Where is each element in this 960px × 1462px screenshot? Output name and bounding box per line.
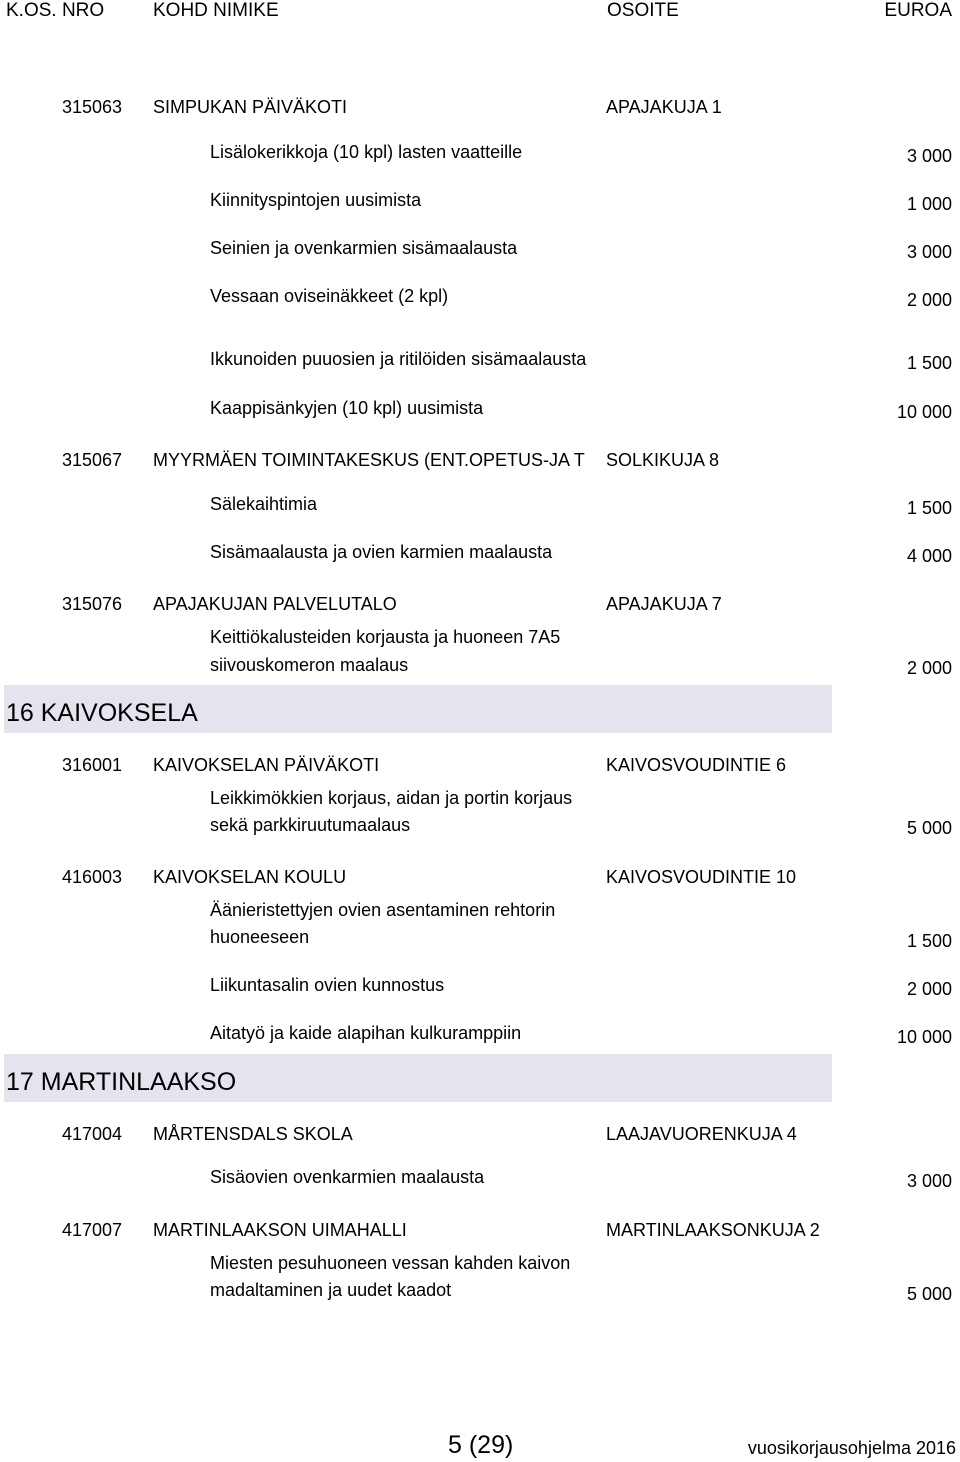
item-description-line2: huoneeseen — [210, 927, 310, 947]
item-description: Liikuntasalin ovien kunnostus — [210, 975, 445, 995]
group-address: LAAJAVUORENKUJA 4 — [606, 1124, 797, 1144]
group-nro: 315076 — [62, 594, 123, 614]
header-col-name: KOHD NIMIKE — [153, 0, 279, 21]
group-nro: 316001 — [62, 755, 123, 775]
group-name: KAIVOKSELAN KOULU — [153, 867, 347, 887]
page-number: 5 (29) — [448, 1431, 514, 1459]
item-amount: 3 000 — [906, 146, 952, 166]
item-description-line1: Leikkimökkien korjaus, aidan ja portin korjaus — [210, 788, 573, 808]
group-name: MÅRTENSDALS SKOLA — [153, 1124, 353, 1144]
item-amount: 1 000 — [906, 194, 952, 214]
item-amount: 10 000 — [896, 402, 952, 422]
item-description-line1: Keittiökalusteiden korjausta ja huoneen 7A5 — [210, 627, 561, 647]
header-col-address: OSOITE — [607, 0, 679, 21]
item-description-line2: siivouskomeron maalaus — [210, 655, 409, 675]
group-address: KAIVOSVOUDINTIE 10 — [606, 867, 797, 887]
group-nro: 417004 — [62, 1124, 123, 1144]
item-description: Sisäovien ovenkarmien maalausta — [210, 1167, 485, 1187]
item-amount: 2 000 — [906, 290, 952, 310]
group-name: APAJAKUJAN PALVELUTALO — [153, 594, 397, 614]
section-label: 17 MARTINLAAKSO — [6, 1068, 237, 1096]
group-nro: 315067 — [62, 450, 123, 470]
item-description: Aitatyö ja kaide alapihan kulkuramppiin — [210, 1023, 522, 1043]
section-label: 16 KAIVOKSELA — [6, 699, 198, 727]
group-name: SIMPUKAN PÄIVÄKOTI — [153, 97, 348, 117]
item-description: Seinien ja ovenkarmien sisämaalausta — [210, 238, 518, 258]
item-amount: 2 000 — [906, 658, 952, 678]
item-amount: 2 000 — [906, 979, 952, 999]
group-nro: 417007 — [62, 1220, 123, 1240]
group-nro: 416003 — [62, 867, 123, 887]
item-description-line2: madaltaminen ja uudet kaadot — [210, 1280, 452, 1300]
item-description-line1: Äänieristettyjen ovien asentaminen rehtorin — [210, 900, 556, 920]
group-address: KAIVOSVOUDINTIE 6 — [606, 755, 787, 775]
item-description-line2: sekä parkkiruutumaalaus — [210, 815, 411, 835]
group-address: APAJAKUJA 1 — [606, 97, 722, 117]
group-address: APAJAKUJA 7 — [606, 594, 722, 614]
item-amount: 10 000 — [896, 1027, 952, 1047]
header-col-euro: EUROA — [884, 0, 952, 21]
item-description: Ikkunoiden puuosien ja ritilöiden sisämaalausta — [210, 349, 587, 369]
item-amount: 5 000 — [906, 818, 952, 838]
item-amount: 1 500 — [906, 498, 952, 518]
section-header — [4, 1054, 832, 1102]
group-name: MYYRMÄEN TOIMINTAKESKUS (ENT.OPETUS-JA T — [153, 450, 585, 470]
item-description: Kaappisänkyjen (10 kpl) uusimista — [210, 398, 484, 418]
item-description: Sisämaalausta ja ovien karmien maalausta — [210, 542, 553, 562]
document-name: vuosikorjausohjelma 2016 — [747, 1438, 956, 1458]
group-address: SOLKIKUJA 8 — [606, 450, 720, 470]
group-name: KAIVOKSELAN PÄIVÄKOTI — [153, 755, 380, 775]
item-amount: 1 500 — [906, 931, 952, 951]
item-description-line1: Miesten pesuhuoneen vessan kahden kaivon — [210, 1253, 571, 1273]
item-description: Vessaan oviseinäkkeet (2 kpl) — [210, 286, 449, 306]
section-header — [4, 685, 832, 733]
item-description: Sälekaihtimia — [210, 494, 318, 514]
item-amount: 1 500 — [906, 353, 952, 373]
item-amount: 5 000 — [906, 1284, 952, 1304]
item-amount: 3 000 — [906, 242, 952, 262]
group-address: MARTINLAAKSONKUJA 2 — [606, 1220, 820, 1240]
group-nro: 315063 — [62, 97, 123, 117]
group-name: MARTINLAAKSON UIMAHALLI — [153, 1220, 407, 1240]
item-description: Lisälokerikkoja (10 kpl) lasten vaatteille — [210, 142, 523, 162]
header-col-nro: K.OS. NRO — [6, 0, 105, 21]
item-amount: 4 000 — [906, 546, 952, 566]
item-amount: 3 000 — [906, 1171, 952, 1191]
item-description: Kiinnityspintojen uusimista — [210, 190, 422, 210]
